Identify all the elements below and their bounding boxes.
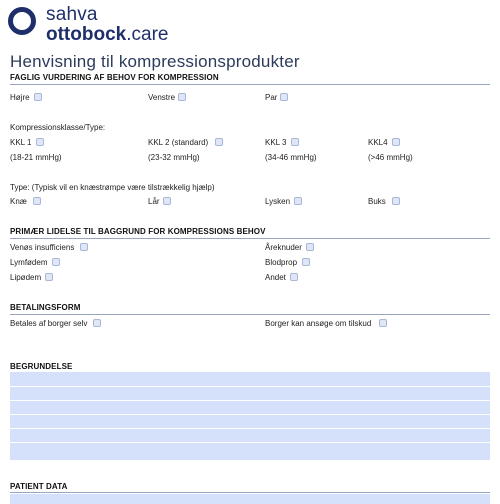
label-kkl2-range: (23-32 mmHg) bbox=[148, 153, 200, 162]
textarea-line bbox=[10, 400, 490, 401]
label-lar: Lår bbox=[148, 197, 160, 206]
label-kkl3: KKL 3 bbox=[265, 138, 287, 147]
label-kkl4: KKL4 bbox=[368, 138, 388, 147]
checkbox-kkl3[interactable] bbox=[291, 138, 299, 146]
checkbox-hojre[interactable] bbox=[34, 93, 42, 101]
label-venstre: Venstre bbox=[148, 93, 176, 102]
checkbox-andet[interactable] bbox=[290, 273, 298, 281]
section-title-patient: PATIENT DATA bbox=[10, 482, 68, 491]
label-kkl3-range: (34-46 mmHg) bbox=[265, 153, 317, 162]
checkbox-lysken[interactable] bbox=[294, 197, 302, 205]
section-divider bbox=[10, 238, 490, 239]
label-borger-selv: Betales af borger selv bbox=[10, 319, 88, 328]
checkbox-lymfoedem[interactable] bbox=[52, 258, 60, 266]
label-kompressionsklasse: Kompressionsklasse/Type: bbox=[10, 123, 106, 132]
checkbox-tilskud[interactable] bbox=[379, 319, 387, 327]
checkbox-kkl1[interactable] bbox=[36, 138, 44, 146]
textarea-line bbox=[10, 386, 490, 387]
label-lysken: Lysken bbox=[265, 197, 291, 206]
label-andet: Andet bbox=[265, 273, 286, 282]
checkbox-knae[interactable] bbox=[33, 197, 41, 205]
section-title-vurdering: FAGLIG VURDERING AF BEHOV FOR KOMPRESSION bbox=[10, 73, 219, 82]
section-title-lidelse: PRIMÆR LIDELSE TIL BAGGRUND FOR KOMPRESSIONS BEHOV bbox=[10, 227, 266, 236]
label-lipoedem: Lipødem bbox=[10, 273, 42, 282]
checkbox-lipoedem[interactable] bbox=[45, 273, 53, 281]
checkbox-venos[interactable] bbox=[80, 243, 88, 251]
checkbox-blodprop[interactable] bbox=[302, 258, 310, 266]
label-hojre: Højre bbox=[10, 93, 30, 102]
label-areknuder: Åreknuder bbox=[265, 243, 302, 252]
checkbox-borger-selv[interactable] bbox=[93, 319, 101, 327]
section-divider bbox=[10, 492, 490, 493]
label-buks: Buks bbox=[368, 197, 386, 206]
begrundelse-textarea[interactable] bbox=[10, 372, 490, 460]
label-tilskud: Borger kan ansøge om tilskud bbox=[265, 319, 372, 328]
label-knae: Knæ bbox=[10, 197, 27, 206]
checkbox-kkl2[interactable] bbox=[215, 138, 223, 146]
checkbox-lar[interactable] bbox=[163, 197, 171, 205]
section-divider bbox=[10, 314, 490, 315]
logo-text-sahva: sahva bbox=[46, 4, 98, 25]
textarea-line bbox=[10, 414, 490, 415]
checkbox-kkl4[interactable] bbox=[392, 138, 400, 146]
checkbox-venstre[interactable] bbox=[178, 93, 186, 101]
section-title-begrundelse: BEGRUNDELSE bbox=[10, 362, 73, 371]
page-title: Henvisning til kompressionsprodukter bbox=[10, 52, 300, 71]
label-venos: Venøs insufficiens bbox=[10, 243, 75, 252]
checkbox-buks[interactable] bbox=[392, 197, 400, 205]
textarea-line bbox=[10, 442, 490, 443]
label-blodprop: Blodprop bbox=[265, 258, 298, 267]
label-par: Par bbox=[265, 93, 278, 102]
logo-mark bbox=[8, 7, 36, 35]
checkbox-par[interactable] bbox=[280, 93, 288, 101]
label-lymfoedem: Lymfødem bbox=[10, 258, 48, 267]
label-kkl2: KKL 2 (standard) bbox=[148, 138, 209, 147]
label-kkl1-range: (18-21 mmHg) bbox=[10, 153, 62, 162]
label-type-heading: Type: (Typisk vil en knæstrømpe være tilstrækkelig hjælp) bbox=[10, 183, 215, 192]
patient-name-field[interactable] bbox=[10, 494, 490, 504]
logo-text-ottobock: ottobock.care bbox=[46, 24, 169, 45]
textarea-line bbox=[10, 428, 490, 429]
checkbox-areknuder[interactable] bbox=[306, 243, 314, 251]
section-divider bbox=[10, 84, 490, 85]
label-kkl1: KKL 1 bbox=[10, 138, 32, 147]
section-title-betaling: BETALINGSFORM bbox=[10, 303, 81, 312]
label-kkl4-range: (>46 mmHg) bbox=[368, 153, 413, 162]
